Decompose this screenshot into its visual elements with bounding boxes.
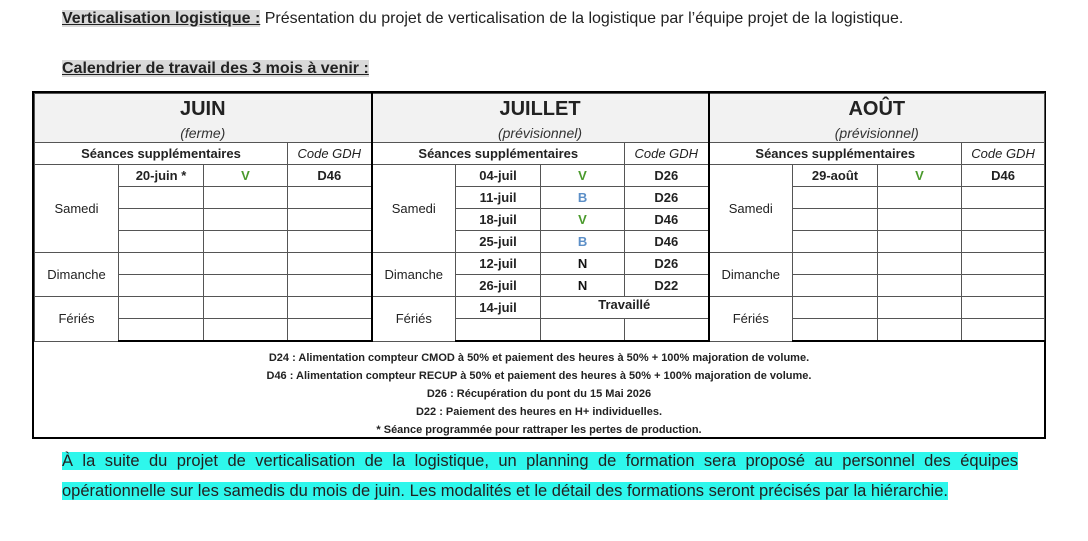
code-legend <box>34 349 1044 439</box>
session-code: D26 <box>625 165 709 187</box>
session-date: 26-juil <box>456 275 541 297</box>
row-label-feries: Fériés <box>35 297 119 342</box>
month-name: JUILLET <box>372 94 709 125</box>
session-mark <box>878 275 962 297</box>
session-date <box>119 319 204 342</box>
info-paragraph <box>62 446 1018 506</box>
session-date <box>793 275 878 297</box>
legend-line: D26 : Récupération du pont du 15 Mai 2026 <box>426 388 652 400</box>
session-date <box>793 297 878 319</box>
session-date <box>793 319 878 342</box>
month-status: (prévisionnel) <box>709 124 1045 143</box>
session-mark: B <box>541 231 625 253</box>
session-code: D46 <box>962 165 1045 187</box>
row-label-samedi: Samedi <box>35 165 119 253</box>
session-mark <box>878 297 962 319</box>
session-code <box>962 319 1045 342</box>
section-text: Présentation du projet de verticalisation de la logistique par l’équipe projet de la logistique. <box>260 10 904 27</box>
session-code <box>288 187 372 209</box>
session-date <box>119 253 204 275</box>
session-mark <box>204 187 288 209</box>
session-date <box>793 231 878 253</box>
col-header-code: Code GDH <box>962 143 1045 165</box>
month-status: (ferme) <box>35 124 372 143</box>
session-mark: N <box>541 275 625 297</box>
session-date: 04-juil <box>456 165 541 187</box>
session-mark: B <box>541 187 625 209</box>
calendar-title-line <box>62 60 369 78</box>
legend-line: D24 : Alimentation compteur CMOD à 50% et paiement des heures à 50% + 100% majoration de volume. <box>268 352 810 364</box>
legend-line: D22 : Paiement des heures en H+ individuelles. <box>415 406 663 418</box>
session-code: D26 <box>625 187 709 209</box>
intro-line <box>62 10 903 28</box>
session-code <box>962 275 1045 297</box>
session-date: 18-juil <box>456 209 541 231</box>
session-code <box>962 209 1045 231</box>
session-date: 11-juil <box>456 187 541 209</box>
calendar-board <box>32 91 1046 439</box>
col-header-sessions: Séances supplémentaires <box>35 143 288 165</box>
session-mark <box>204 275 288 297</box>
session-code <box>962 231 1045 253</box>
session-code <box>288 231 372 253</box>
row-label-dimanche: Dimanche <box>372 253 456 297</box>
col-header-code: Code GDH <box>288 143 372 165</box>
session-mark <box>204 231 288 253</box>
session-mark: V <box>204 165 288 187</box>
highlighted-text: À la suite du projet de verticalisation de la logistique, un planning de formation sera proposé au personnel des équipes opérationnelle sur les samedis du mois de juin. Les modalités et le détail des formations seront précisés par la hiérarchie. <box>62 452 1018 500</box>
session-code <box>962 253 1045 275</box>
session-mark <box>204 209 288 231</box>
session-date <box>793 253 878 275</box>
session-date <box>119 187 204 209</box>
session-mark: V <box>541 165 625 187</box>
session-date: 14-juil <box>456 297 541 319</box>
month-status: (prévisionnel) <box>372 124 709 143</box>
session-date <box>456 319 541 342</box>
session-code <box>288 297 372 319</box>
section-title: Verticalisation logistique : <box>62 10 261 27</box>
session-code <box>962 187 1045 209</box>
session-mark <box>878 231 962 253</box>
session-code <box>288 319 372 342</box>
session-code <box>288 275 372 297</box>
row-label-samedi: Samedi <box>372 165 456 253</box>
row-label-feries: Fériés <box>709 297 793 342</box>
col-header-code: Code GDH <box>625 143 709 165</box>
session-mark: N <box>541 253 625 275</box>
row-label-feries: Fériés <box>372 297 456 342</box>
session-mark <box>541 319 625 342</box>
session-code <box>625 319 709 342</box>
session-mark: V <box>878 165 962 187</box>
session-mark <box>878 319 962 342</box>
session-date: 12-juil <box>456 253 541 275</box>
col-header-sessions: Séances supplémentaires <box>709 143 962 165</box>
session-mark: V <box>541 209 625 231</box>
session-date <box>119 297 204 319</box>
session-date: 29-août <box>793 165 878 187</box>
session-date <box>793 187 878 209</box>
row-label-dimanche: Dimanche <box>35 253 119 297</box>
session-date <box>793 209 878 231</box>
row-label-dimanche: Dimanche <box>709 253 793 297</box>
session-mark <box>204 253 288 275</box>
session-code: D46 <box>288 165 372 187</box>
month-name: JUIN <box>35 94 372 125</box>
session-date: 25-juil <box>456 231 541 253</box>
month-name: AOÛT <box>709 94 1045 125</box>
session-code: D26 <box>625 253 709 275</box>
session-date <box>119 275 204 297</box>
session-date <box>119 209 204 231</box>
session-code: D46 <box>625 231 709 253</box>
col-header-sessions: Séances supplémentaires <box>372 143 625 165</box>
session-code <box>288 209 372 231</box>
session-date <box>119 231 204 253</box>
session-mark: Travaillé <box>541 297 709 319</box>
legend-line: * Séance programmée pour rattraper les pertes de production. <box>376 424 702 436</box>
session-code <box>962 297 1045 319</box>
legend-line: D46 : Alimentation compteur RECUP à 50% et paiement des heures à 50% + 100% majoration de volume. <box>266 370 812 382</box>
session-mark <box>878 209 962 231</box>
session-code: D46 <box>625 209 709 231</box>
calendar-title: Calendrier de travail des 3 mois à venir : <box>62 60 369 77</box>
session-code <box>288 253 372 275</box>
session-date: 20-juin * <box>119 165 204 187</box>
session-mark <box>204 297 288 319</box>
calendar-table <box>34 93 1045 342</box>
row-label-samedi: Samedi <box>709 165 793 253</box>
session-mark <box>204 319 288 342</box>
session-mark <box>878 187 962 209</box>
session-mark <box>878 253 962 275</box>
session-code: D22 <box>625 275 709 297</box>
